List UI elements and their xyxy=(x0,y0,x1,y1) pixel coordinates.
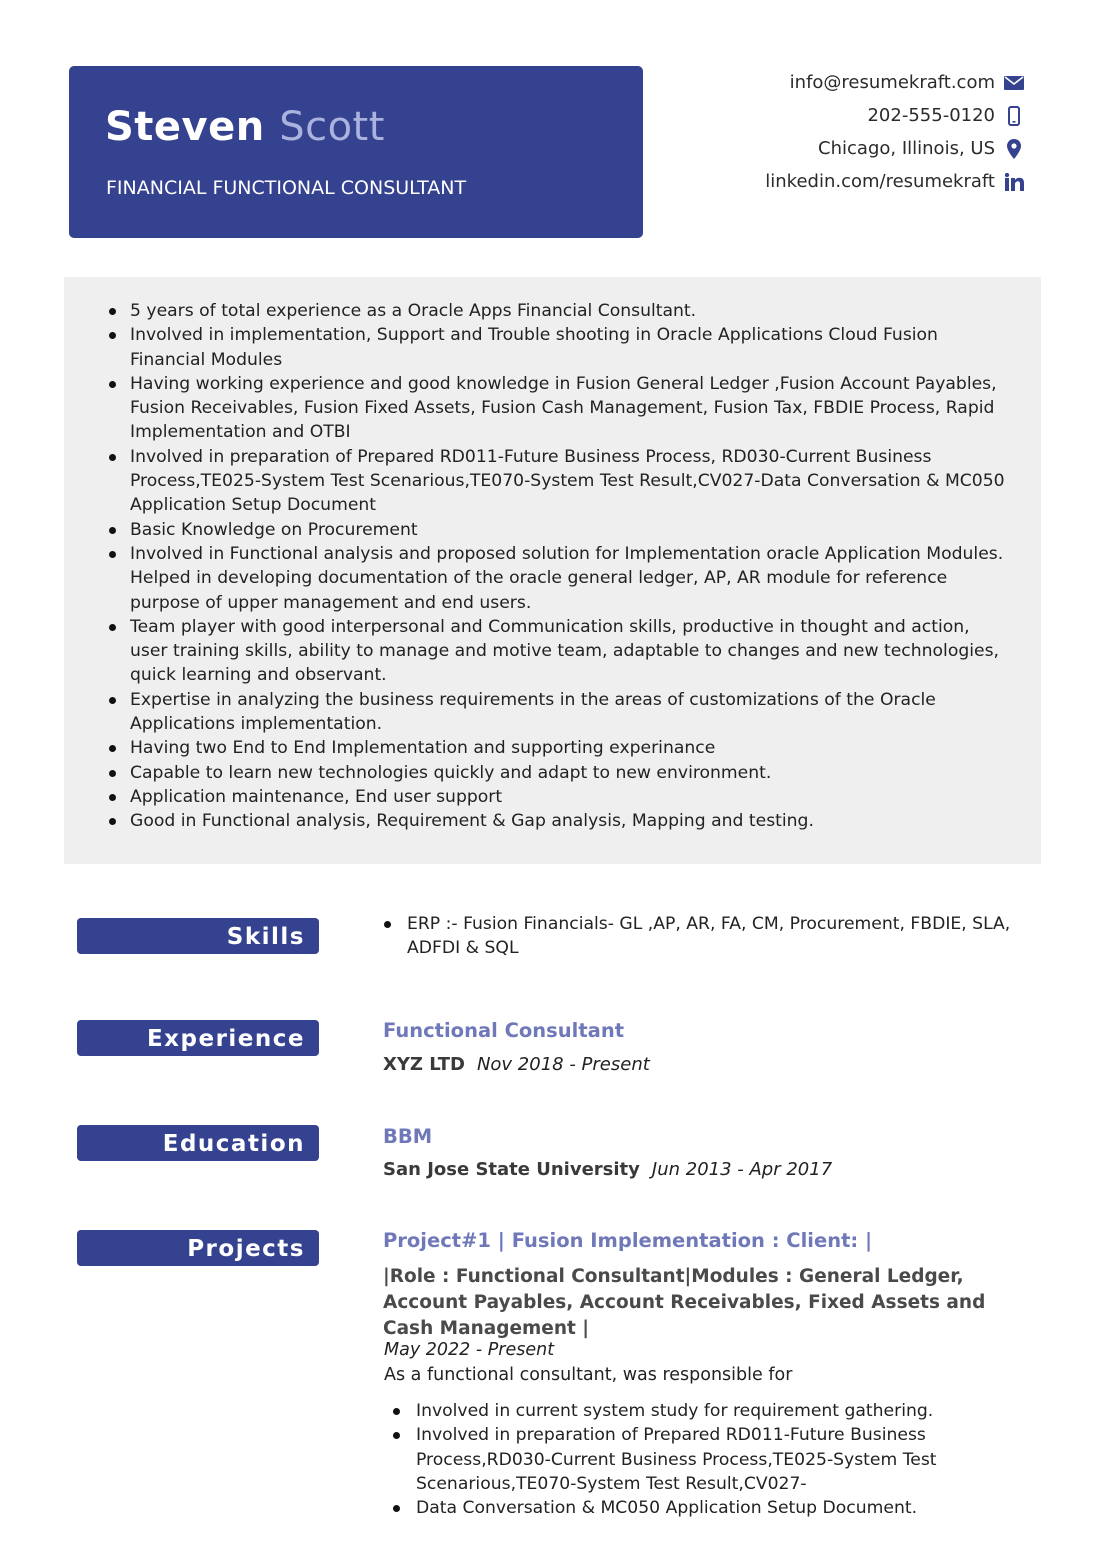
project-role: |Role : Functional Consultant|Modules : General Ledger, Account Payables, Account Receivables, Fixed Assets and Cash Management | xyxy=(383,1266,986,1339)
summary-item: Involved in preparation of Prepared RD011-Future Business Process, RD030-Current Business Process,TE025-System Test Scenarious,TE070-System Test Result,CV027-Data Conversation & MC050 Application Setup Document xyxy=(106,445,1006,518)
summary-item: Expertise in analyzing the business requirements in the areas of customizations of the Oracle Applications implementation. xyxy=(106,688,1006,737)
summary-item: Having working experience and good knowledge in Fusion General Ledger ,Fusion Account Payables, Fusion Receivables, Fusion Fixed Assets, Fusion Cash Management, Fusion Tax, FBDIE Process, Rapid Implementation and OTBI xyxy=(106,372,1006,445)
contact-location-row xyxy=(645,132,1025,165)
phone-text[interactable]: 202-555-0120 xyxy=(867,105,995,126)
summary-item: Team player with good interpersonal and Communication skills, productive in thought and action, user training skills, ability to manage and motive team, adaptable to changes and new technologies, quick learning and observant. xyxy=(106,615,1006,688)
candidate-name xyxy=(105,104,385,150)
summary-item: Application maintenance, End user support xyxy=(106,785,1006,809)
linkedin-icon xyxy=(1003,171,1025,193)
summary-item: Capable to learn new technologies quickly and adapt to new environment. xyxy=(106,761,1006,785)
summary-item: Involved in Functional analysis and proposed solution for Implementation oracle Application Modules. Helped in developing documentation of the oracle general ledger, AP, AR module for reference purpose of upper management and end users. xyxy=(106,542,1006,615)
contact-linkedin-row[interactable] xyxy=(645,165,1025,198)
summary-list xyxy=(106,299,1006,834)
skill-item: ERP :- Fusion Financials- GL ,AP, AR, FA, CM, Procurement, FBDIE, SLA, ADFDI & SQL xyxy=(383,912,1023,960)
project-description: As a functional consultant, was responsible for xyxy=(384,1365,793,1385)
education-degree: BBM xyxy=(383,1125,433,1148)
first-name: Steven xyxy=(105,104,265,150)
education-school: San Jose State University xyxy=(383,1159,640,1180)
location-text: Chicago, Illinois, US xyxy=(818,138,995,159)
summary-item: 5 years of total experience as a Oracle Apps Financial Consultant. xyxy=(106,299,1006,323)
education-meta xyxy=(383,1159,832,1180)
project-item: Involved in preparation of Prepared RD011-Future Business Process,RD030-Current Business Process,TE025-System Test Scenarious,TE070-System Test Result,CV027- xyxy=(392,1423,992,1496)
last-name: Scott xyxy=(279,104,385,150)
experience-company: XYZ LTD xyxy=(383,1054,465,1075)
summary-item: Basic Knowledge on Procurement xyxy=(106,518,1006,542)
project-title: Project#1 | Fusion Implementation : Client: | xyxy=(383,1229,873,1252)
mobile-phone-icon xyxy=(1003,105,1025,127)
experience-heading: Experience xyxy=(77,1020,319,1056)
summary-item: Involved in implementation, Support and Trouble shooting in Oracle Applications Cloud Fusion Financial Modules xyxy=(106,323,1006,372)
contact-email-row[interactable] xyxy=(645,66,1025,99)
experience-dates: Nov 2018 - Present xyxy=(476,1054,650,1075)
contact-info xyxy=(645,66,1025,198)
project-item: Data Conversation & MC050 Application Setup Document. xyxy=(392,1496,992,1520)
job-title: FINANCIAL FUNCTIONAL CONSULTANT xyxy=(106,177,467,199)
contact-phone-row[interactable] xyxy=(645,99,1025,132)
email-icon xyxy=(1003,72,1025,94)
project-dates: May 2022 - Present xyxy=(384,1340,555,1360)
project-responsibilities xyxy=(392,1399,992,1520)
linkedin-text[interactable]: linkedin.com/resumekraft xyxy=(765,171,995,192)
email-text[interactable]: info@resumekraft.com xyxy=(789,72,995,93)
summary-item: Good in Functional analysis, Requirement & Gap analysis, Mapping and testing. xyxy=(106,809,1006,833)
education-dates: Jun 2013 - Apr 2017 xyxy=(651,1159,833,1180)
experience-position: Functional Consultant xyxy=(383,1019,625,1042)
header-banner xyxy=(69,66,643,238)
summary-section xyxy=(64,277,1041,864)
summary-item: Having two End to End Implementation and supporting experinance xyxy=(106,736,1006,760)
skills-list xyxy=(383,912,1023,960)
experience-meta xyxy=(383,1054,650,1075)
location-pin-icon xyxy=(1003,138,1025,160)
projects-heading: Projects xyxy=(77,1230,319,1266)
project-item: Involved in current system study for requirement gathering. xyxy=(392,1399,992,1423)
skills-heading: Skills xyxy=(77,918,319,954)
education-heading: Education xyxy=(77,1125,319,1161)
